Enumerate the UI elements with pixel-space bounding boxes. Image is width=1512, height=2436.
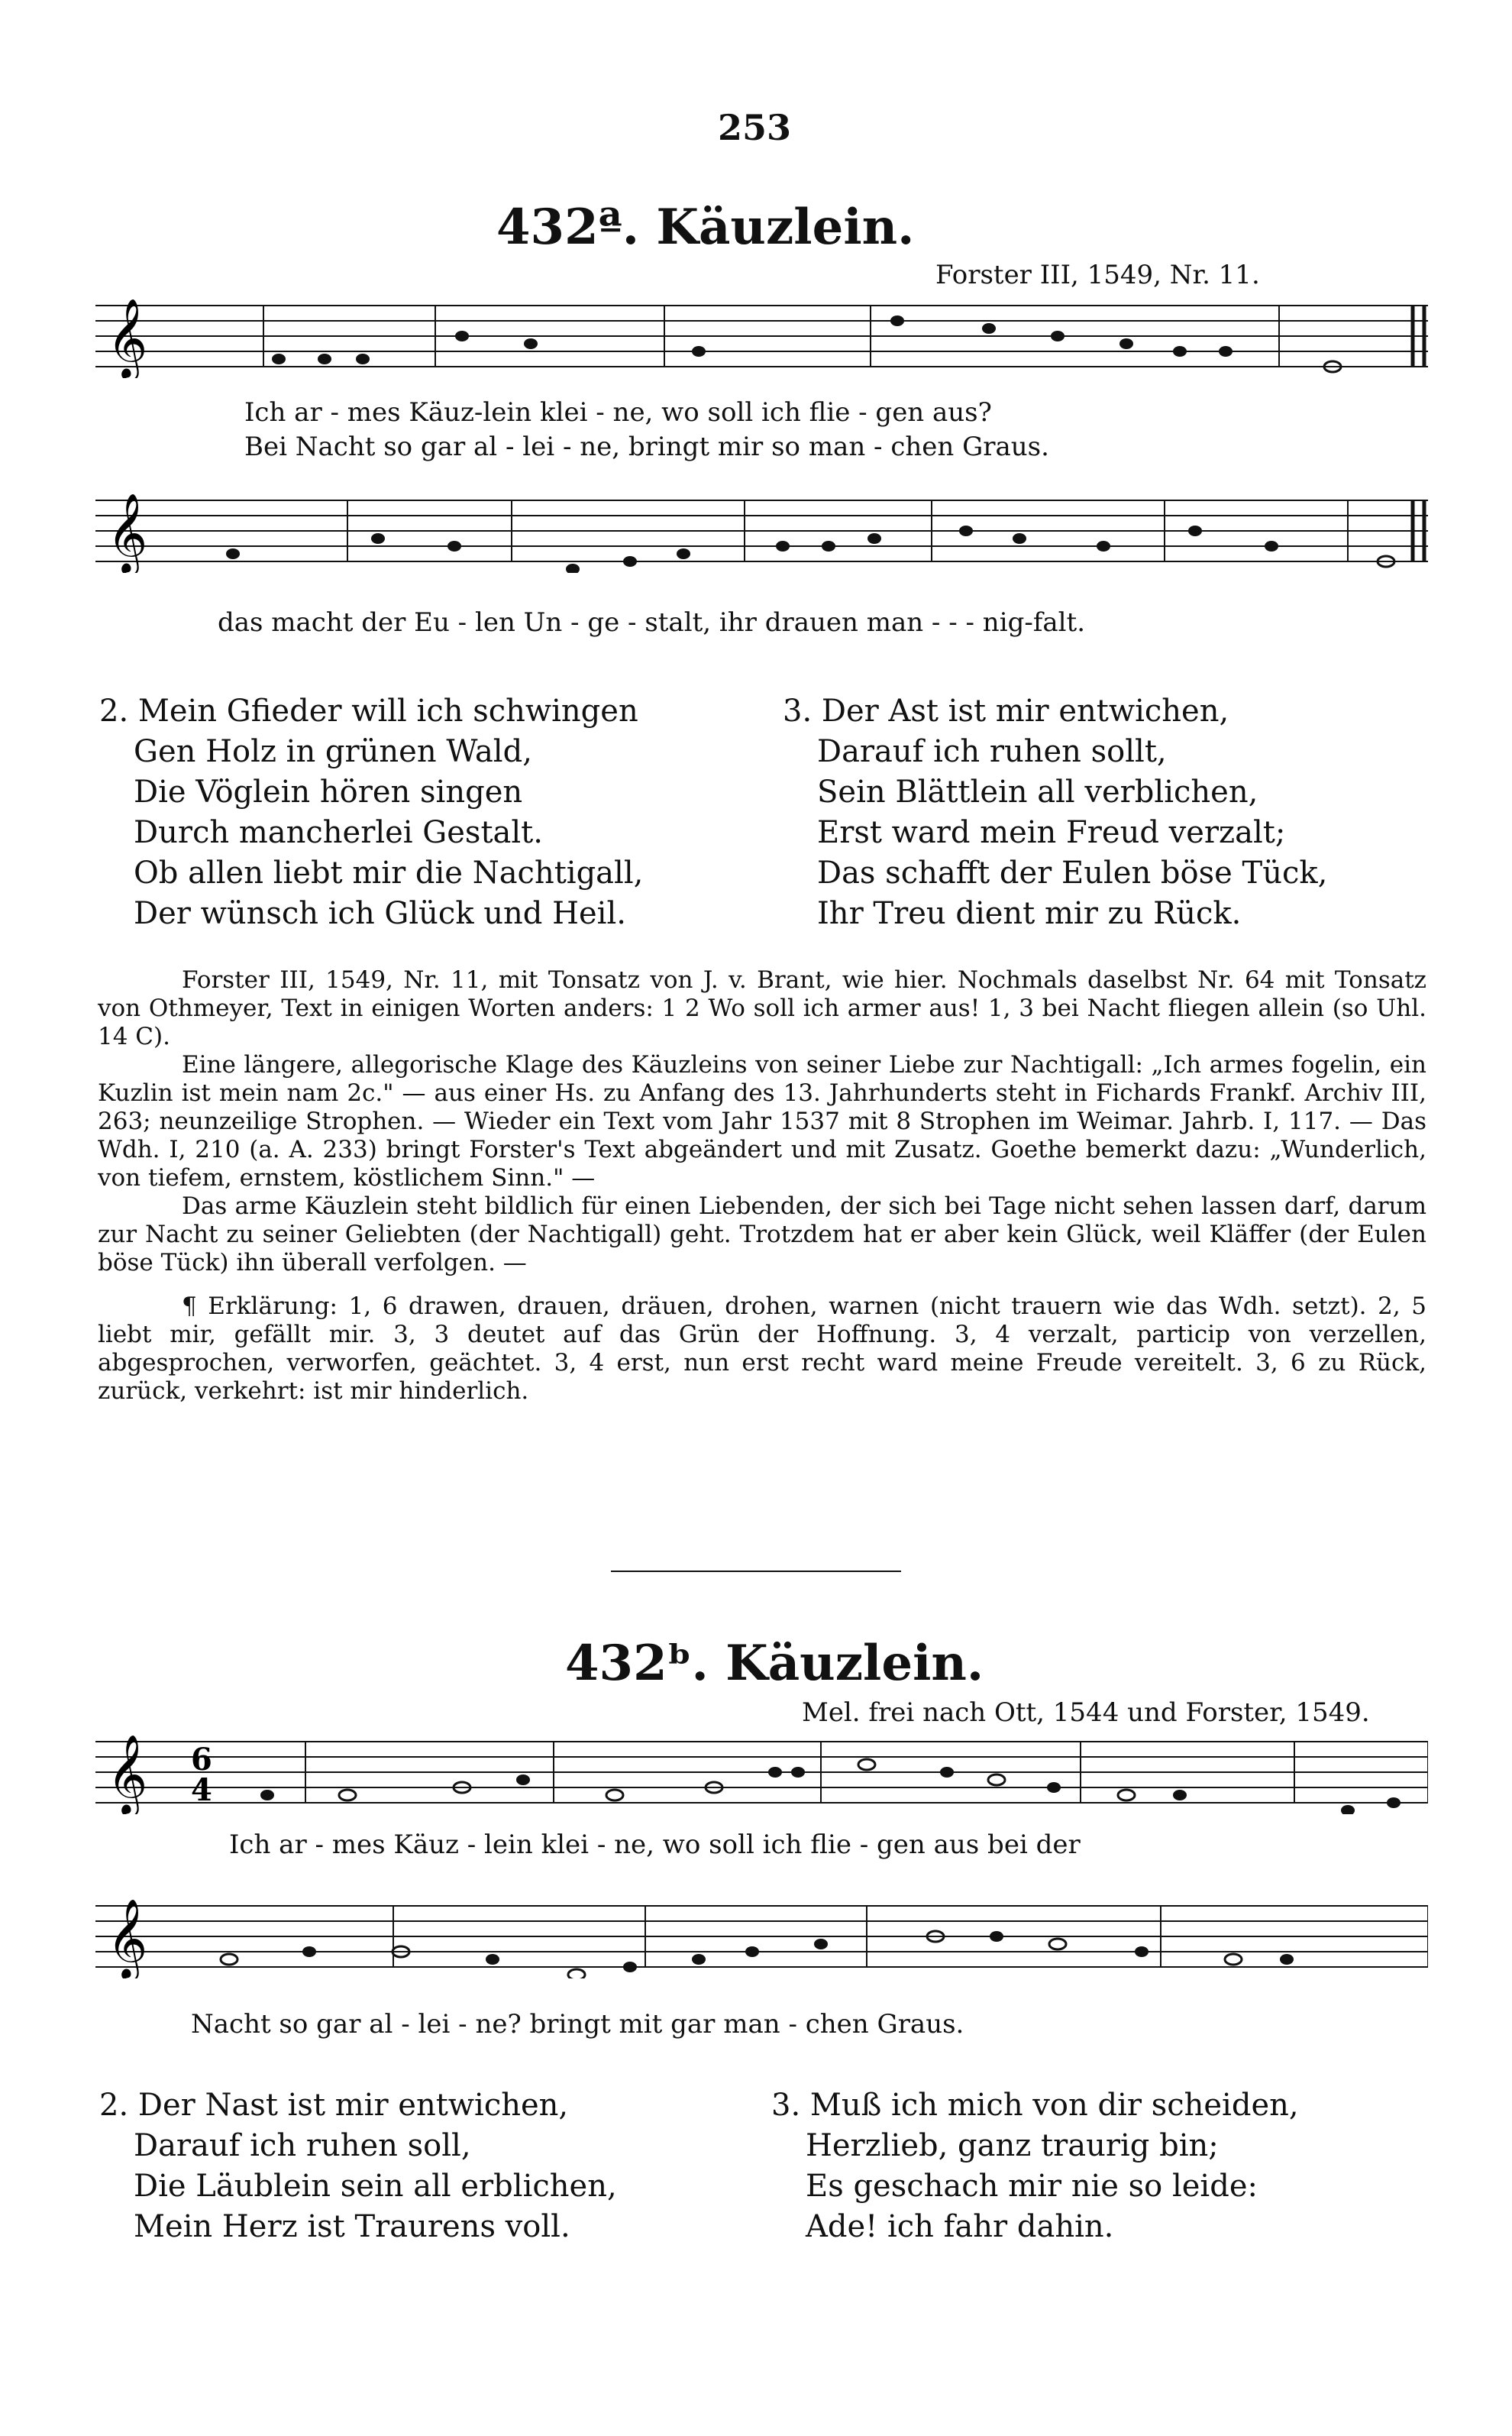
svg-text:𝄞: 𝄞 <box>107 1734 148 1814</box>
stanza-line: Ihr Treu dient mir zu Rück. <box>817 896 1242 931</box>
stanza-line: Mein Herz ist Traurens voll. <box>134 2209 570 2244</box>
commentary-paragraph: Eine längere, allegorische Klage des Käuzleins von seiner Liebe zur Nachtigall: „Ich armes fogelin, ein Kuzlin ist mein nam 2c." — aus einer Hs. zu Anfang des 13. Jahrhunderts steht in Fichards Frankf. Archiv III, 263; neunzeilige Strophen. — Wieder ein Text vom Jahr 1537 mit 8 Strophen im Weimar. Jahrb. I, 117. — Das Wdh. I, 210 (a. A. 233) bringt Forster's Text abgeändert und mit Zusatz. Goethe bemerkt dazu: „Wunderlich, von tiefem, ernstem, köstlichem Sinn." — <box>98 1051 1426 1192</box>
song-b-staff-2 <box>95 1894 1428 1978</box>
stanza-line: 2. Der Nast ist mir entwichen, <box>99 2088 569 2123</box>
stanza-line: Ob allen liebt mir die Nachtigall, <box>134 856 644 891</box>
svg-text:4: 4 <box>191 1772 212 1808</box>
song-a-stanza-2 <box>99 691 680 934</box>
stanza-line: Erst ward mein Freud verzalt; <box>817 815 1286 850</box>
section-divider <box>611 1571 901 1572</box>
song-b-staff-1 <box>95 1730 1428 1814</box>
commentary-paragraph: Das arme Käuzlein steht bildlich für einen Liebenden, der sich bei Tage nicht sehen lassen darf, darum zur Nacht zu seiner Geliebten (der Nachtigall) geht. Trotzdem hat er aber kein Glück, weil Kläffer (der Eulen böse Tück) ihn überall verfolgen. — <box>98 1192 1426 1276</box>
stanza-line: Die Vöglein hören singen <box>134 775 523 810</box>
song-a-staff-1 <box>95 294 1428 378</box>
svg-text:𝄞: 𝄞 <box>107 298 148 378</box>
stanza-line: Durch mancherlei Gestalt. <box>134 815 543 850</box>
stanza-line: Darauf ich ruhen soll, <box>134 2128 471 2163</box>
stanza-line: Die Läublein sein all erblichen, <box>134 2169 617 2204</box>
stanza-line: Herzlieb, ganz traurig bin; <box>806 2128 1219 2163</box>
song-b-lyrics-line1: Ich ar - mes Käuz - lein klei - ne, wo soll ich flie - gen aus bei der <box>229 1829 1081 1860</box>
song-a-staff-2 <box>95 489 1428 573</box>
svg-text:𝄞: 𝄞 <box>107 493 148 573</box>
stanza-line: Das schafft der Eulen böse Tück, <box>817 856 1328 891</box>
stanza-line: Gen Holz in grünen Wald, <box>134 734 532 769</box>
stanza-line: 3. Der Ast ist mir entwichen, <box>783 694 1229 729</box>
stanza-line: Sein Blättlein all verblichen, <box>817 775 1258 810</box>
explanation-paragraph: ¶ Erklärung: 1, 6 drawen, drauen, dräuen, drohen, warnen (nicht trauern wie das Wdh. setzt). 2, 5 liebt mir, gefällt mir. 3, 3 deutet auf das Grün der Hoffnung. 3, 4 verzalt, particip von verzellen, abgesprochen, verworfen, geächtet. 3, 4 erst, nun erst recht ward meine Freude vereitelt. 3, 6 zu Rück, zurück, verkehrt: ist mir hinderlich. <box>98 1292 1426 1405</box>
song-b-lyrics-line2: Nacht so gar al - lei - ne? bringt mit gar man - chen Graus. <box>191 2009 964 2040</box>
svg-text:6: 6 <box>191 1742 212 1778</box>
song-a-title: 432ª. Käuzlein. <box>496 199 915 256</box>
song-a-lyrics-line3: das macht der Eu - len Un - ge - stalt, ihr drauen man - - - nig-falt. <box>218 607 1086 638</box>
song-b-stanza-2 <box>99 2085 680 2247</box>
commentary <box>98 966 1426 1406</box>
stanza-line: Der wünsch ich Glück und Heil. <box>134 896 626 931</box>
song-a-source: Forster III, 1549, Nr. 11. <box>935 260 1260 290</box>
stanza-line: Es geschach mir nie so leide: <box>806 2169 1258 2204</box>
stanza-line: Ade! ich fahr dahin. <box>806 2209 1114 2244</box>
song-a-lyrics-line2: Bei Nacht so gar al - lei - ne, bringt mir so man - chen Graus. <box>244 432 1049 462</box>
stanza-line: Darauf ich ruhen sollt, <box>817 734 1167 769</box>
song-b-stanza-3 <box>771 2085 1382 2247</box>
song-a-stanza-3 <box>783 691 1378 934</box>
song-a-lyrics-line1: Ich ar - mes Käuz-lein klei - ne, wo soll ich flie - gen aus? <box>244 397 992 428</box>
song-b-source: Mel. frei nach Ott, 1544 und Forster, 1549. <box>802 1697 1370 1728</box>
svg-text:𝄞: 𝄞 <box>107 1898 148 1978</box>
commentary-paragraph: Forster III, 1549, Nr. 11, mit Tonsatz von J. v. Brant, wie hier. Nochmals daselbst Nr. 64 mit Tonsatz von Othmeyer, Text in einigen Worten anders: 1 2 Wo soll ich armer aus! 1, 3 bei Nacht fliegen allein (so Uhl. 14 C). <box>98 966 1426 1050</box>
stanza-line: 2. Mein Gfieder will ich schwingen <box>99 694 638 729</box>
stanza-line: 3. Muß ich mich von dir scheiden, <box>771 2088 1299 2123</box>
page-number: 253 <box>718 107 792 148</box>
song-b-title: 432ᵇ. Käuzlein. <box>565 1635 984 1692</box>
